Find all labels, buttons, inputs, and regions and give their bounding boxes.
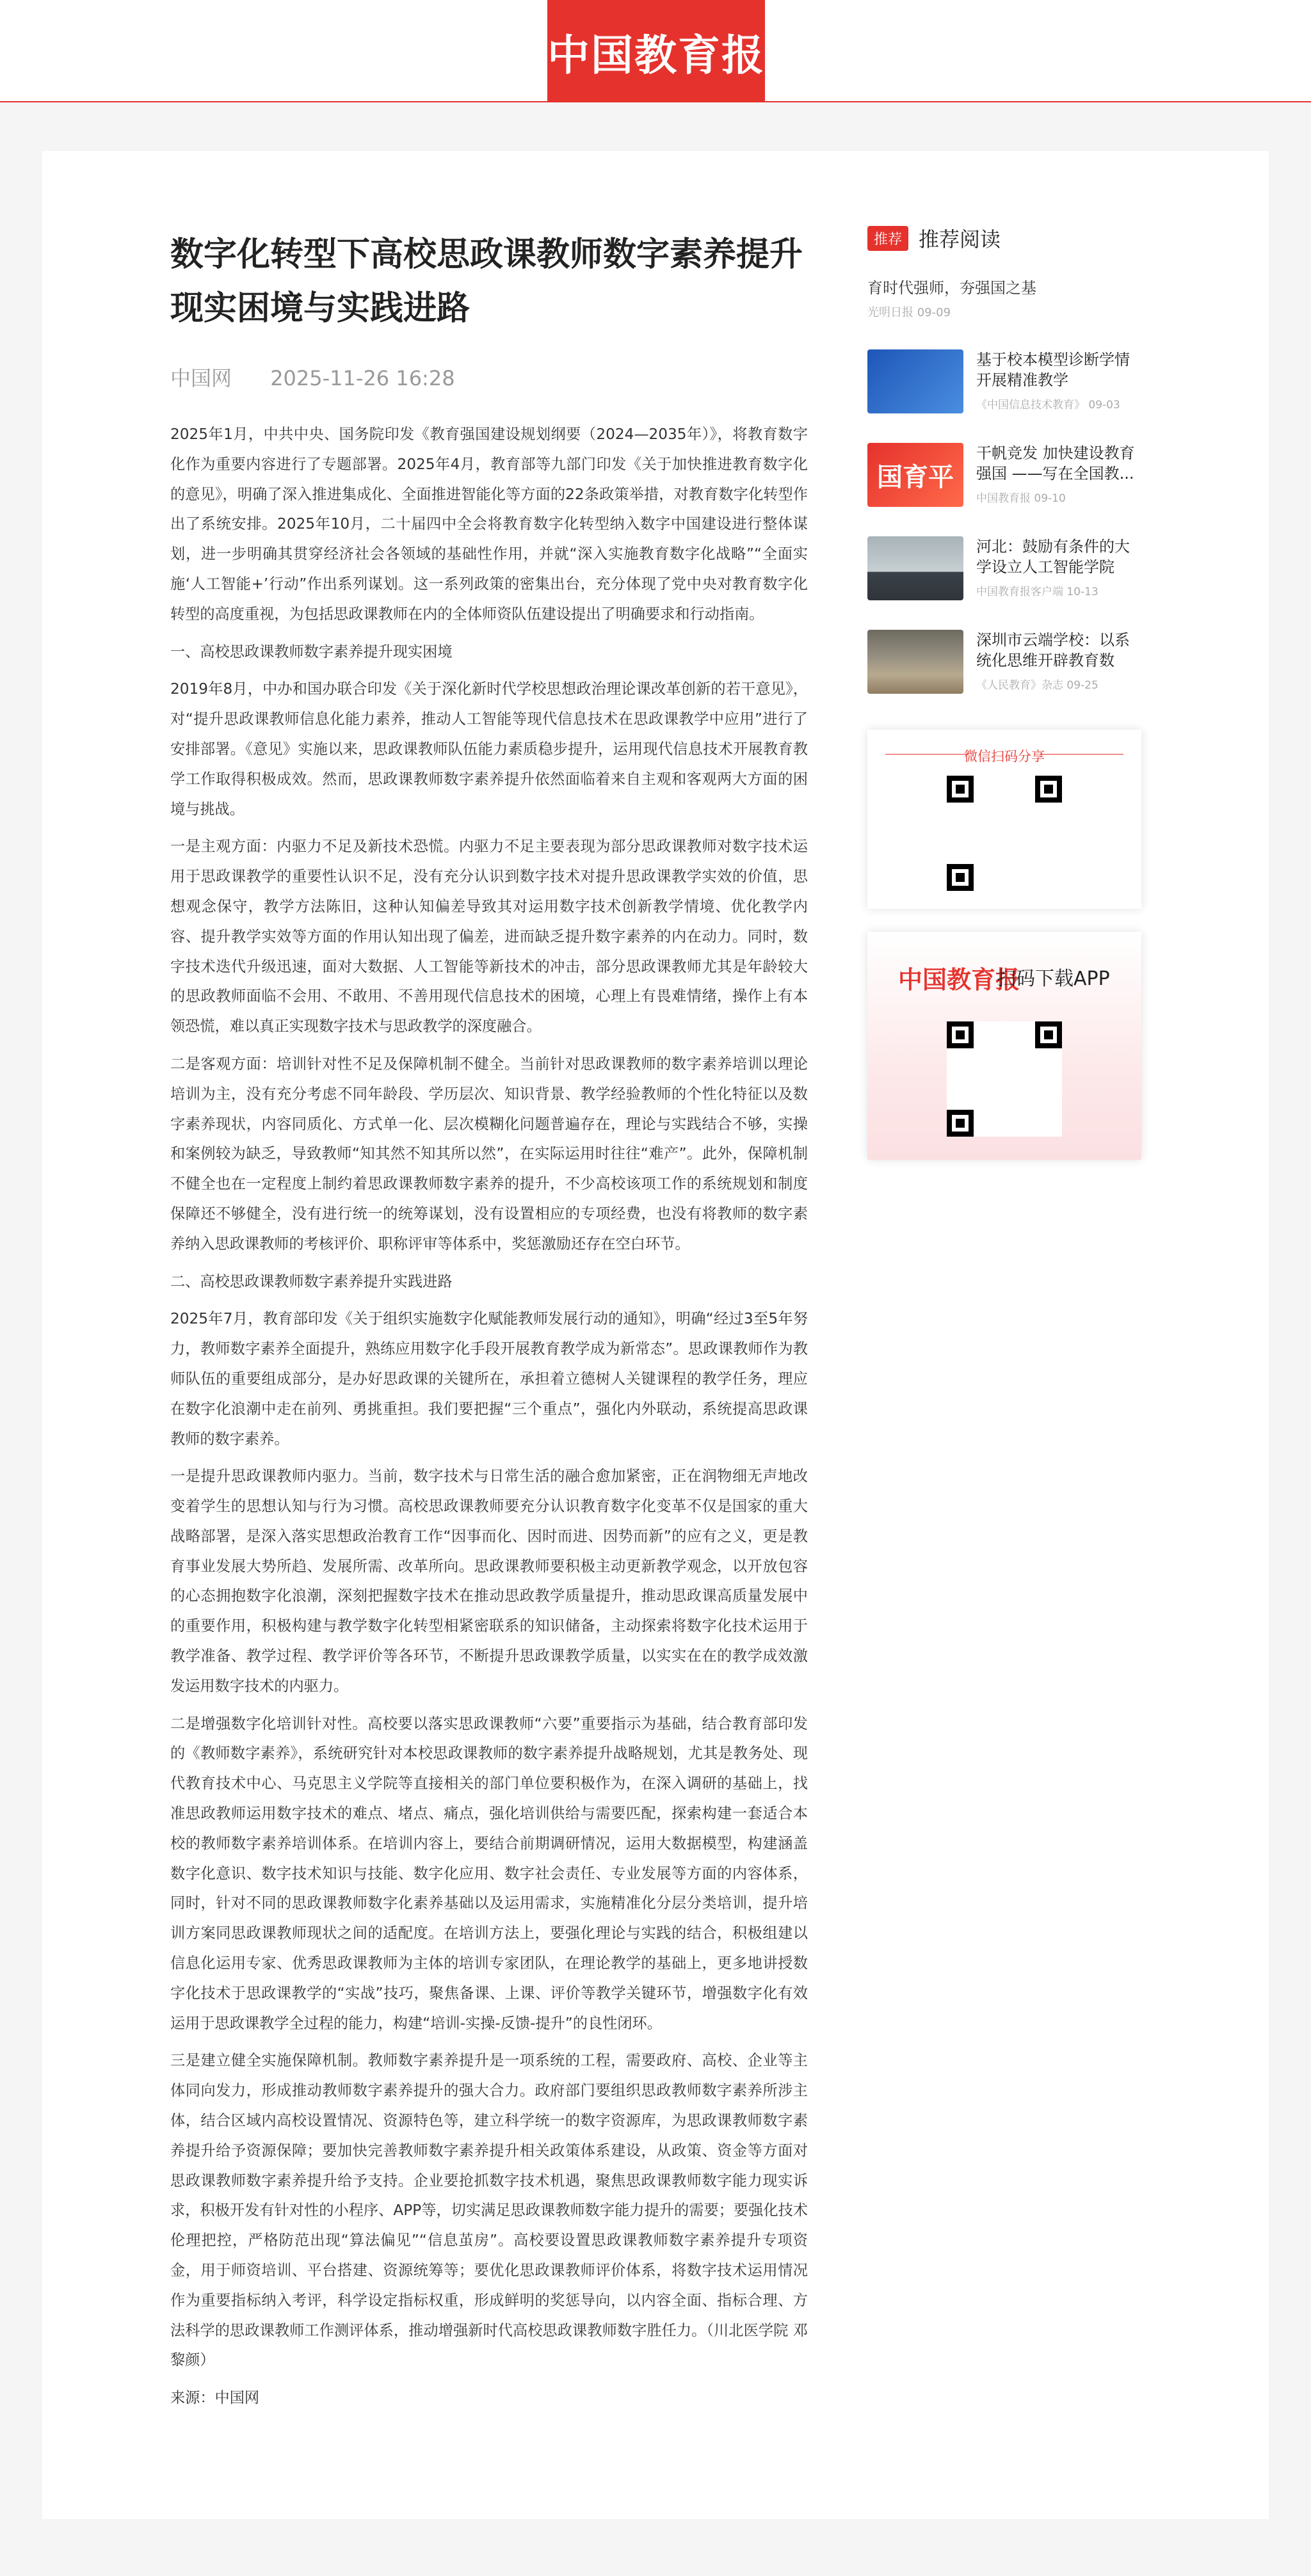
- recommend-item-date: 09-25: [1066, 679, 1098, 692]
- article-paragraph: 二是增强数字化培训针对性。高校要以落实思政课教师“六要”重要指示为基础，结合教育部印发的《教师数字素养》，系统研究针对本校思政课教师的数字素养提升战略规划，尤其是教务处、现代教育技术中心、马克思主义学院等直接相关的部门单位要积极作为，在深入调研的基础上，找准思政教师运用数字技术的难点、堵点、痛点，强化培训供给与需要匹配，探索构建一套适合本校的教师数字素养培训体系。在培训内容上，要结合前期调研情况，运用大数据模型，构建涵盖数字化意识、数字技术知识与技能、数字化应用、数字社会责任、专业发展等方面的内容体系，同时，针对不同的思政课教师数字化素养基础以及运用需求，实施精准化分层分类培训，提升培训方案同思政课教师现状之间的适配度。在培训方法上，要强化理论与实践的结合，积极组建以信息化运用专家、优秀思政课教师为主体的培训专家团队，在理论教学的基础上，更多地讲授数字化技术于思政课教学的“实战”技巧，聚焦备课、上课、评价等教学关键环节，增强数字化有效运用于思政课教学全过程的能力，构建“培训-实操-反馈-提升”的良性闭环。: [170, 1715, 808, 2032]
- recommend-item-meta: [976, 396, 1141, 412]
- qr-code-icon: [947, 1021, 1062, 1137]
- qr-finder-icon: [947, 776, 974, 803]
- article-paragraph: 一是主观方面：内驱力不足及新技术恐慌。内驱力不足主要表现为部分思政课教师对数字技术运用于思政课教学的重要性认识不足，没有充分认识到数字技术对提升思政课教学实效的价值，思想观念保守，教学方法陈旧，这种认知偏差导致其对运用数字技术创新教学情境、优化教学内容、提升教学实效等方面的作用认知出现了偏差，进而缺乏提升数字素养的内在动力。同时，数字技术迭代升级迅速，面对大数据、人工智能等新技术的冲击，部分思政课教师尤其是年龄较大的思政教师面临不会用、不敢用、不善用现代信息技术的困境，心理上有畏难情绪，操作上有本领恐慌，难以真正实现数字技术与思政教学的深度融合。: [170, 838, 808, 1036]
- article-body: [170, 420, 808, 2413]
- recommend-item-title[interactable]: 干帆竞发 加快建设教育强国 ——写在全国教...: [976, 444, 1135, 483]
- article-paragraph: 一是提升思政课教师内驱力。当前，数字技术与日常生活的融合愈加紧密，正在润物细无声地改变着学生的思想认知与行为习惯。高校思政课教师要充分认识教育数字化变革不仅是国家的重大战略部署，是深入落实思想政治教育工作“因事而化、因时而进、因势而新”的应有之义，更是教育事业发展大势所趋、发展所需、改革所向。思政课教师要积极主动更新教学观念，以开放包容的心态拥抱数字化浪潮，深刻把握数字技术在推动思政教学质量提升，推动思政课高质量发展中的重要作用，积极构建与教学数字化转型相紧密联系的知识储备，主动探索将数字化技术运用于教学准备、教学过程、教学评价等各环节，不断提升思政课教学质量，以实实在在的教学成效激发运用数字技术的内驱力。: [170, 1468, 808, 1695]
- article-paragraph: 2025年7月，教育部印发《关于组织实施数字化赋能教师发展行动的通知》，明确“经过3至5年努力，教师数字素养全面提升，熟练应用数字化手段开展教育教学成为新常态”。思政课教师作为教师队伍的重要组成部分，是办好思政课的关键所在，承担着立德树人关键课程的教学任务，理应在数字化浪潮中走在前列、勇挑重担。我们要把握“三个重点”，强化内外联动，系统提高思政课教师的数字素养。: [170, 1310, 808, 1448]
- recommend-item-text: [976, 349, 1141, 413]
- article-paragraph: 2019年8月，中办和国办联合印发《关于深化新时代学校思想政治理论课改革创新的若干意见》，对“提升思政课教师信息化能力素养，推动人工智能等现代信息技术在思政课教学中应用”进行了安排部署。《意见》实施以来，思政课教师队伍能力素质稳步提升，运用现代信息技术开展教育教学工作取得积极成效。然而，思政课教师数字素养提升依然面临着来自主观和客观两大方面的困境与挑战。: [170, 680, 808, 818]
- recommend-item-date: 09-03: [1088, 399, 1120, 412]
- article-paragraph: 2025年1月，中共中央、国务院印发《教育强国建设规划纲要（2024—2035年）》，将教育数字化作为重要内容进行了专题部署。2025年4月，教育部等九部门印发《关于加快推进教育数字化的意见》，明确了深入推进集成化、全面推进智能化等方面的22条政策举措，对教育数字化转型作出了系统安排。2025年10月，二十届四中全会将教育数字化转型纳入数字中国建设进行整体谋划，进一步明确其贯穿经济社会各领域的基础性作用，并就“深入实施教育数字化战略”“全面实施‘人工智能+’行动”作出系列谋划。这一系列政策的密集出台，充分体现了党中央对教育数字化转型的高度重视，为包括思政课教师在内的全体师资队伍建设提出了明确要求和行动指南。: [170, 426, 808, 623]
- article-source-line: 来源：中国网: [170, 2389, 260, 2407]
- recommend-item-title[interactable]: 深圳市云端学校：以系统化思维开辟教育数: [976, 631, 1130, 669]
- recommend-header: [867, 221, 1141, 255]
- article-paragraph: 三是建立健全实施保障机制。教师数字素养提升是一项系统的工程，需要政府、高校、企业等主体同向发力，形成推动教师数字素养提升的强大合力。政府部门要组织思政教师数字素养所涉主体，结合区域内高校设置情况、资源特色等，建立科学统一的数字资源库，为思政课教师数字素养提升给予资源保障；要加快完善教师数字素养提升相关政策体系建设，从政策、资金等方面对思政课教师数字素养提升给予支持。企业要抢抓数字技术机遇，聚焦思政课教师数字能力现实诉求，积极开发有针对性的小程序、APP等，切实满足思政课教师数字能力提升的需要；要强化技术伦理把控，严格防范出现“算法偏见”“信息茧房”。高校要设置思政课教师数字素养提升专项资金，用于师资培训、平台搭建、资源统筹等；要优化思政课教师评价体系，将数字技术运用情况作为重要指标纳入考评，科学设定指标权重，形成鲜明的奖惩导向，以内容全面、指标合理、方法科学的思政课教师工作测评体系，推动增强新时代高校思政课教师数字胜任力。（川北医学院 邓黎颜）: [170, 2052, 808, 2369]
- recommend-item-meta: [976, 489, 1141, 505]
- recommend-item[interactable]: [867, 443, 1141, 507]
- recommend-item-source: 《中国信息技术教育》: [976, 399, 1085, 412]
- recommend-item-text: [976, 536, 1141, 600]
- recommend-item-date: 10-13: [1066, 586, 1098, 598]
- recommend-badge: 推荐: [867, 226, 908, 251]
- featured-recommendation[interactable]: [867, 276, 1141, 320]
- article-paragraph: 二是客观方面：培训针对性不足及保障机制不健全。当前针对思政课教师的数字素养培训以理论培训为主，没有充分考虑不同年龄段、学历层次、知识背景、教学经验教师的个性化特征以及数字素养现状，内容同质化、方式单一化、层次模糊化问题普遍存在，理论与实践结合不够，实操和案例较为缺乏，导致教师“知其然不知其所以然”，在实际运用时往往“难产”。此外，保障机制不健全也在一定程度上制约着思政课教师数字素养的提升，不少高校该项工作的系统规划和制度保障还不够健全，没有进行统一的统筹谋划，没有设置相应的专项经费，也没有将教师的数字素养纳入思政课教师的考核评价、职称评审等体系中，奖惩激励还存在空白环节。: [170, 1055, 808, 1252]
- recommend-item[interactable]: [867, 630, 1141, 694]
- article-datetime: 2025-11-26 16:28: [270, 366, 455, 390]
- classroom-photo-icon[interactable]: [867, 349, 963, 413]
- article: [170, 228, 808, 2421]
- article-card: [42, 151, 1269, 2519]
- featured-date: 09-09: [917, 306, 951, 319]
- classroom-photo-icon[interactable]: [867, 630, 963, 694]
- app-download-label: 扫码下载APP: [997, 968, 1110, 990]
- sidebar: [867, 221, 1141, 1160]
- qr-finder-icon: [947, 1110, 974, 1137]
- site-header: [0, 0, 1311, 102]
- recommend-item-title[interactable]: 基于校本模型诊断学情 开展精准教学: [976, 351, 1130, 389]
- recommend-item-source: 中国教育报客户端: [976, 586, 1063, 598]
- section-heading: 二、高校思政课教师数字素养提升实践进路: [170, 1272, 453, 1290]
- qr-finder-icon: [1035, 776, 1062, 803]
- app-download-panel: [867, 932, 1141, 1160]
- qr-finder-icon: [947, 1021, 974, 1048]
- recommend-item[interactable]: [867, 349, 1141, 413]
- recommend-item-source: 《人民教育》杂志: [976, 679, 1063, 692]
- recommend-heading: 推荐阅读: [919, 227, 1001, 252]
- recommend-item-source: 中国教育报: [976, 492, 1031, 505]
- article-title: 数字化转型下高校思政课教师数字素养提升 现实困境与实践进路: [170, 236, 803, 328]
- qr-finder-icon: [1035, 1021, 1062, 1048]
- share-label: 微信扫码分享: [964, 749, 1045, 764]
- wechat-share-panel: [867, 730, 1141, 909]
- books-photo-icon[interactable]: [867, 536, 963, 600]
- qr-finder-icon: [947, 864, 974, 891]
- site-logo[interactable]: 中国教育报: [547, 0, 765, 102]
- featured-meta: [867, 303, 1141, 320]
- article-meta: [170, 362, 808, 392]
- featured-title[interactable]: 育时代强师，夯强国之基: [867, 279, 1036, 297]
- qr-code-icon: [947, 776, 1062, 891]
- recommend-item-text: [976, 443, 1141, 507]
- recommend-item-meta: [976, 582, 1141, 598]
- recommend-item-title[interactable]: 河北：鼓励有条件的大学设立人工智能学院: [976, 538, 1130, 576]
- guoyuping-banner-icon[interactable]: 国育平: [867, 443, 963, 507]
- recommend-item-date: 09-10: [1034, 492, 1066, 505]
- recommend-item[interactable]: [867, 536, 1141, 600]
- recommend-item-meta: [976, 676, 1141, 692]
- recommend-item-text: [976, 630, 1141, 694]
- article-source: 中国网: [170, 366, 232, 390]
- app-logo: 中国教育报: [898, 965, 1020, 994]
- section-heading: 一、高校思政课教师数字素养提升现实困境: [170, 643, 453, 660]
- featured-source: 光明日报: [867, 306, 913, 319]
